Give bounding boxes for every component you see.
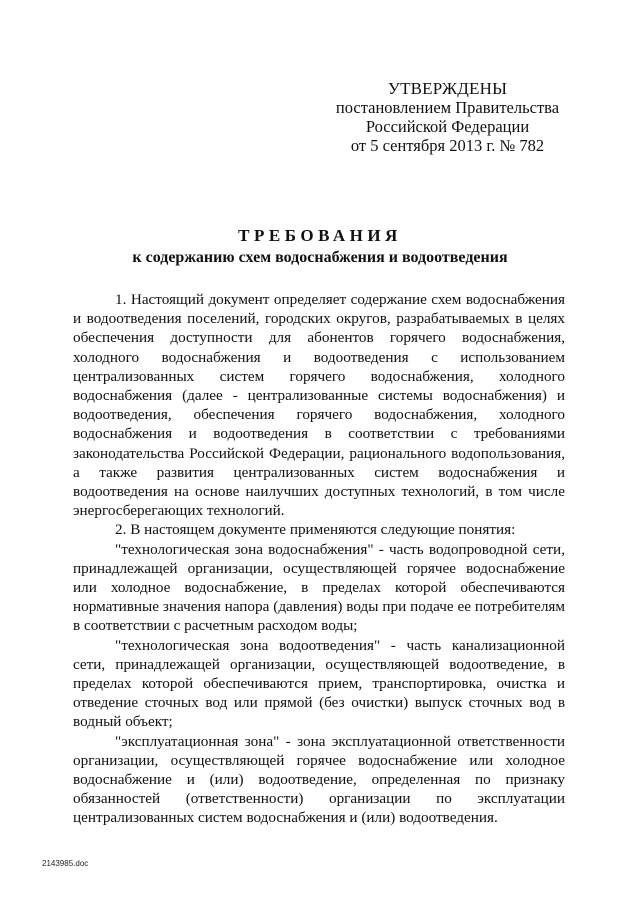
definition-sewerage-zone: "технологическая зона водоотведения" - часть канализационной сети, принадлежащей организации, осуществляющей водоотведение, в пределах которой обеспечиваются прием, транспортировка, очистка и отведение сточных вод или прямой (без очистки) выпуск сточных вод в водный объект;: [73, 636, 565, 731]
approval-stamp: [330, 79, 565, 155]
definition-water-supply-zone: "технологическая зона водоснабжения" - часть водопроводной сети, принадлежащей организации, осуществляющей горячее водоснабжение или холодное водоснабжение, в пределах которой обеспечиваются нормативные значения напора (давления) воды при подаче ее потребителям в соответствии с расчетным расходом воды;: [73, 540, 565, 635]
title-block: [70, 225, 570, 269]
approval-heading: УТВЕРЖДЕНЫ: [387, 79, 508, 98]
paragraph-1: 1. Настоящий документ определяет содержание схем водоснабжения и водоотведения поселений, городских округов, разрабатываемых в целях обеспечения доступности для абонентов горячего водоснабжения, холодного водоснабжения и водоотведения с использованием централизованных систем горячего водоснабжения, холодного водоснабжения (далее - централизованные системы водоснабжения) и водоотведения, обеспечения горячего водоснабжения, холодного водоснабжения и водоотведения в соответствии с требованиями законодательства Российской Федерации, рационального водопользования, а также развития централизованных систем водоснабжения и водоотведения на основе наилучших доступных технологий, в том числе энергосберегающих технологий.: [73, 291, 565, 520]
approval-line-2: Российской Федерации: [365, 117, 530, 136]
approval-line-1: постановлением Правительства: [335, 98, 560, 117]
document-body: [73, 290, 565, 828]
definition-operational-zone: "эксплуатационная зона" - зона эксплуатационной ответственности организации, осуществляющей горячее водоснабжение или холодное водоснабжение и (или) водоотведение, определенная по признаку обязанностей (ответственности) организации по эксплуатации централизованных систем водоснабжения и (или) водоотведения.: [73, 732, 565, 827]
paragraph-2: 2. В настоящем документе применяются следующие понятия:: [115, 521, 516, 539]
document-title: ТРЕБОВАНИЯ: [238, 226, 402, 245]
document-subtitle: к содержанию схем водоснабжения и водоотведения: [132, 249, 508, 266]
approval-line-3: от 5 сентября 2013 г. № 782: [350, 136, 545, 155]
file-reference: 2143985.doc: [42, 859, 89, 868]
